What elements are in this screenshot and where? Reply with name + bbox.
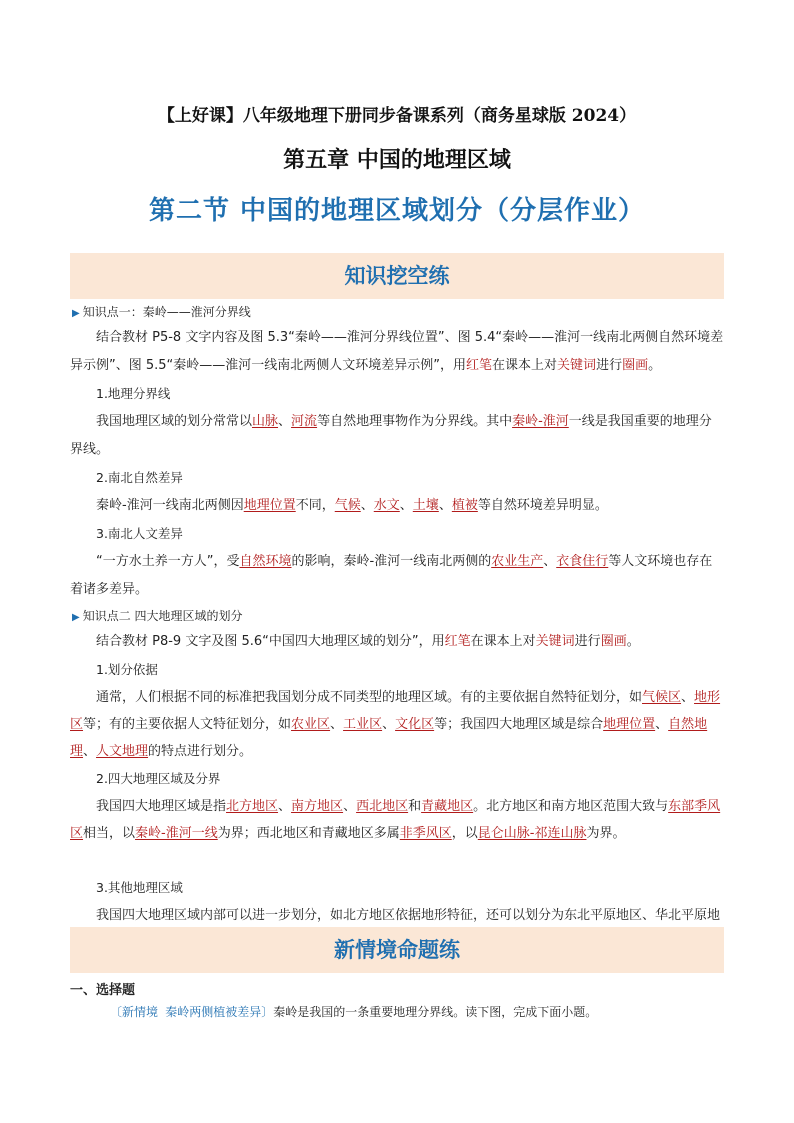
section-title: 第二节 中国的地理区域划分（分层作业） <box>148 196 646 226</box>
context-text: 秦岭是我国的一条重要地理分界线。读下图，完成下面小题。 <box>273 1005 598 1019</box>
triangle-bullet-icon: ▶ <box>72 308 80 319</box>
kp1-sub3-title: 3.南北人文差异 <box>96 526 183 541</box>
kp1-sub2-text: 秦岭-淮河一线南北两侧因地理位置不同，气候、水文、土壤、植被等自然环境差异明显。 <box>96 498 608 513</box>
kp1-intro: 结合教材 P5-8 文字内容及图 5.3“秦岭——淮河分界线位置”、图 5.4“秦岭——淮河一线南北两侧自然环境差异示例”、图 5.5“秦岭——淮河一线南北两侧人文环境差异示例”，用红笔在课本上对关键词进行圈画。 <box>70 330 724 373</box>
kp2-sub1-text: 通常，人们根据不同的标准把我国划分成不同类型的地理区域。有的主要依据自然特征划分，如气候区、地形区等；有的主要依据人文特征划分，如农业区、工业区、文化区等；我国四大地理区域是综合地理位置、自然地理、人文地理的特点进行划分。 <box>70 690 721 759</box>
section-band-knowledge: 知识挖空练 <box>70 253 724 299</box>
knowledge-point-2-heading <box>70 604 724 628</box>
knowledge-point-1-heading <box>70 300 724 324</box>
kp2-sub1-title: 1.划分依据 <box>96 662 158 677</box>
context-tag: 〔新情境 秦岭两侧植被差异〕 <box>110 1005 274 1019</box>
question-context <box>110 1003 730 1020</box>
series-title: 【上好课】八年级地理下册同步备课系列（商务星球版 2024） <box>157 106 637 126</box>
triangle-bullet-icon: ▶ <box>72 612 80 623</box>
chapter-title: 第五章 中国的地理区域 <box>283 148 511 173</box>
question-section-heading: 一、选择题 <box>70 983 136 998</box>
kp2-sub3-text: 我国四大地理区域内部可以进一步划分，如北方地区依据地形特征，还可以划分为东北平原地区、华北平原地 <box>96 908 721 923</box>
knowledge-point-2-title: 知识点二 四大地理区域的划分 <box>82 609 243 623</box>
kp2-sub2-text: 我国四大地理区域是指北方地区、南方地区、西北地区和青藏地区。北方地区和南方地区范围大致与东部季风区相当，以秦岭-淮河一线为界；西北地区和青藏地区多属非季风区，以昆仑山脉-祁连山脉为界。 <box>70 799 721 841</box>
kp2-sub2-title: 2.四大地理区域及分界 <box>96 771 221 786</box>
kp1-sub2-title: 2.南北自然差异 <box>96 470 183 485</box>
knowledge-content <box>70 300 724 956</box>
kp1-sub1-text: 我国地理区域的划分常常以山脉、河流等自然地理事物作为分界线。其中秦岭-淮河一线是我国重要的地理分界线。 <box>70 414 712 457</box>
knowledge-point-1-title: 知识点一：秦岭——淮河分界线 <box>82 305 251 319</box>
kp1-sub3-text: “一方水土养一方人”，受自然环境的影响，秦岭-淮河一线南北两侧的农业生产、衣食住行等人文环境也存在着诸多差异。 <box>70 554 713 597</box>
section-band-new-context: 新情境命题练 <box>70 927 724 973</box>
kp1-sub1-title: 1.地理分界线 <box>96 386 171 401</box>
kp2-intro: 结合教材 P8-9 文字及图 5.6“中国四大地理区域的划分”，用红笔在课本上对关键词进行圈画。 <box>96 634 640 649</box>
kp2-sub3-title: 3.其他地理区域 <box>96 880 183 895</box>
